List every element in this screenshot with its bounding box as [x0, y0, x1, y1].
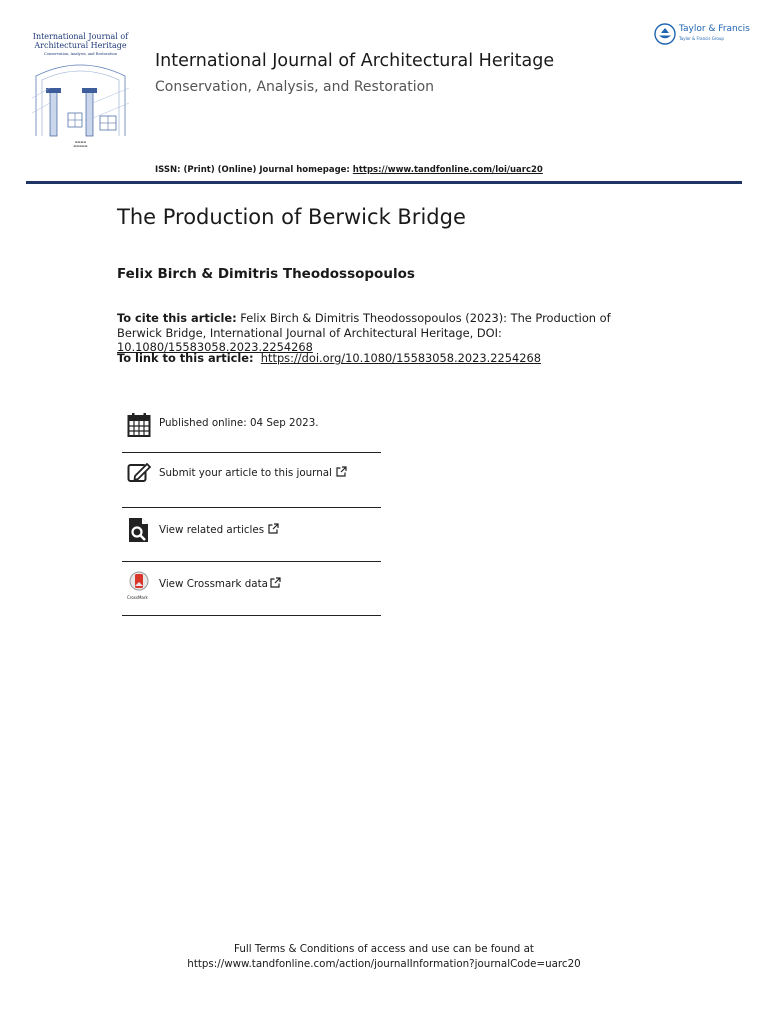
taylor-francis-logo-icon — [654, 23, 676, 45]
cite-text: Felix Birch & Dimitris Theodossopoulos (2023): The Production of Berwick Bridge, International Journal of Architectural Heritage, DOI: — [117, 311, 611, 340]
journal-homepage-link[interactable]: https://www.tandfonline.com/loi/uarc20 — [352, 165, 543, 175]
external-link-icon — [268, 523, 279, 534]
header-rule — [26, 181, 742, 184]
terms-footer — [0, 942, 768, 972]
article-actions-panel — [122, 400, 381, 616]
cover-footer: ▬▬▬▬ ▬▬▬▬▬ — [73, 140, 88, 148]
journal-title: International Journal of Architectural Heritage — [155, 51, 555, 71]
publisher-group: Taylor & Francis Group — [679, 36, 724, 41]
article-doi-url[interactable]: https://doi.org/10.1080/15583058.2023.2254268 — [260, 351, 542, 365]
cover-subtitle: Conservation, Analysis, and Restoration — [44, 52, 117, 56]
crossmark-link[interactable] — [159, 577, 281, 590]
search-document-icon — [127, 517, 151, 543]
crossmark-row[interactable] — [122, 562, 381, 616]
submit-article-label: Submit your article to this journal — [159, 467, 332, 479]
submit-article-row[interactable] — [122, 453, 381, 508]
terms-line: Full Terms & Conditions of access and use can be found at — [234, 943, 534, 955]
crossmark-label: View Crossmark data — [159, 578, 268, 590]
article-authors: Felix Birch & Dimitris Theodossopoulos — [117, 266, 415, 282]
issn-label: ISSN: (Print) (Online) Journal homepage: — [155, 165, 350, 175]
article-title: The Production of Berwick Bridge — [117, 205, 466, 229]
external-link-icon — [270, 577, 281, 588]
cite-label: To cite this article: — [117, 311, 237, 325]
cover-title: International Journal of Architectural Heritage — [32, 32, 129, 50]
terms-url[interactable]: https://www.tandfonline.com/action/journalInformation?journalCode=uarc20 — [187, 958, 581, 970]
calendar-icon — [127, 412, 151, 438]
article-link-line — [117, 351, 541, 365]
edit-icon — [127, 461, 151, 487]
crossmark-icon — [127, 571, 151, 597]
submit-article-link[interactable] — [159, 466, 347, 479]
related-articles-row[interactable] — [122, 508, 381, 562]
published-row — [122, 400, 381, 453]
related-articles-link[interactable] — [159, 523, 279, 536]
citation-block — [117, 311, 657, 355]
crossmark-badge-label: CrossMark — [127, 595, 148, 600]
journal-subtitle: Conservation, Analysis, and Restoration — [155, 79, 435, 95]
journal-cover — [32, 30, 129, 154]
cover-illustration — [32, 58, 129, 140]
published-date: Published online: 04 Sep 2023. — [159, 417, 319, 429]
doi-link[interactable]: 10.1080/15583058.2023.2254268 — [117, 340, 313, 354]
link-label: To link to this article: — [117, 351, 254, 365]
related-articles-label: View related articles — [159, 524, 265, 536]
issn-line — [155, 165, 543, 175]
publisher-name: Taylor & Francis — [679, 24, 750, 34]
publisher-logo[interactable] — [654, 22, 750, 48]
external-link-icon — [336, 466, 347, 477]
